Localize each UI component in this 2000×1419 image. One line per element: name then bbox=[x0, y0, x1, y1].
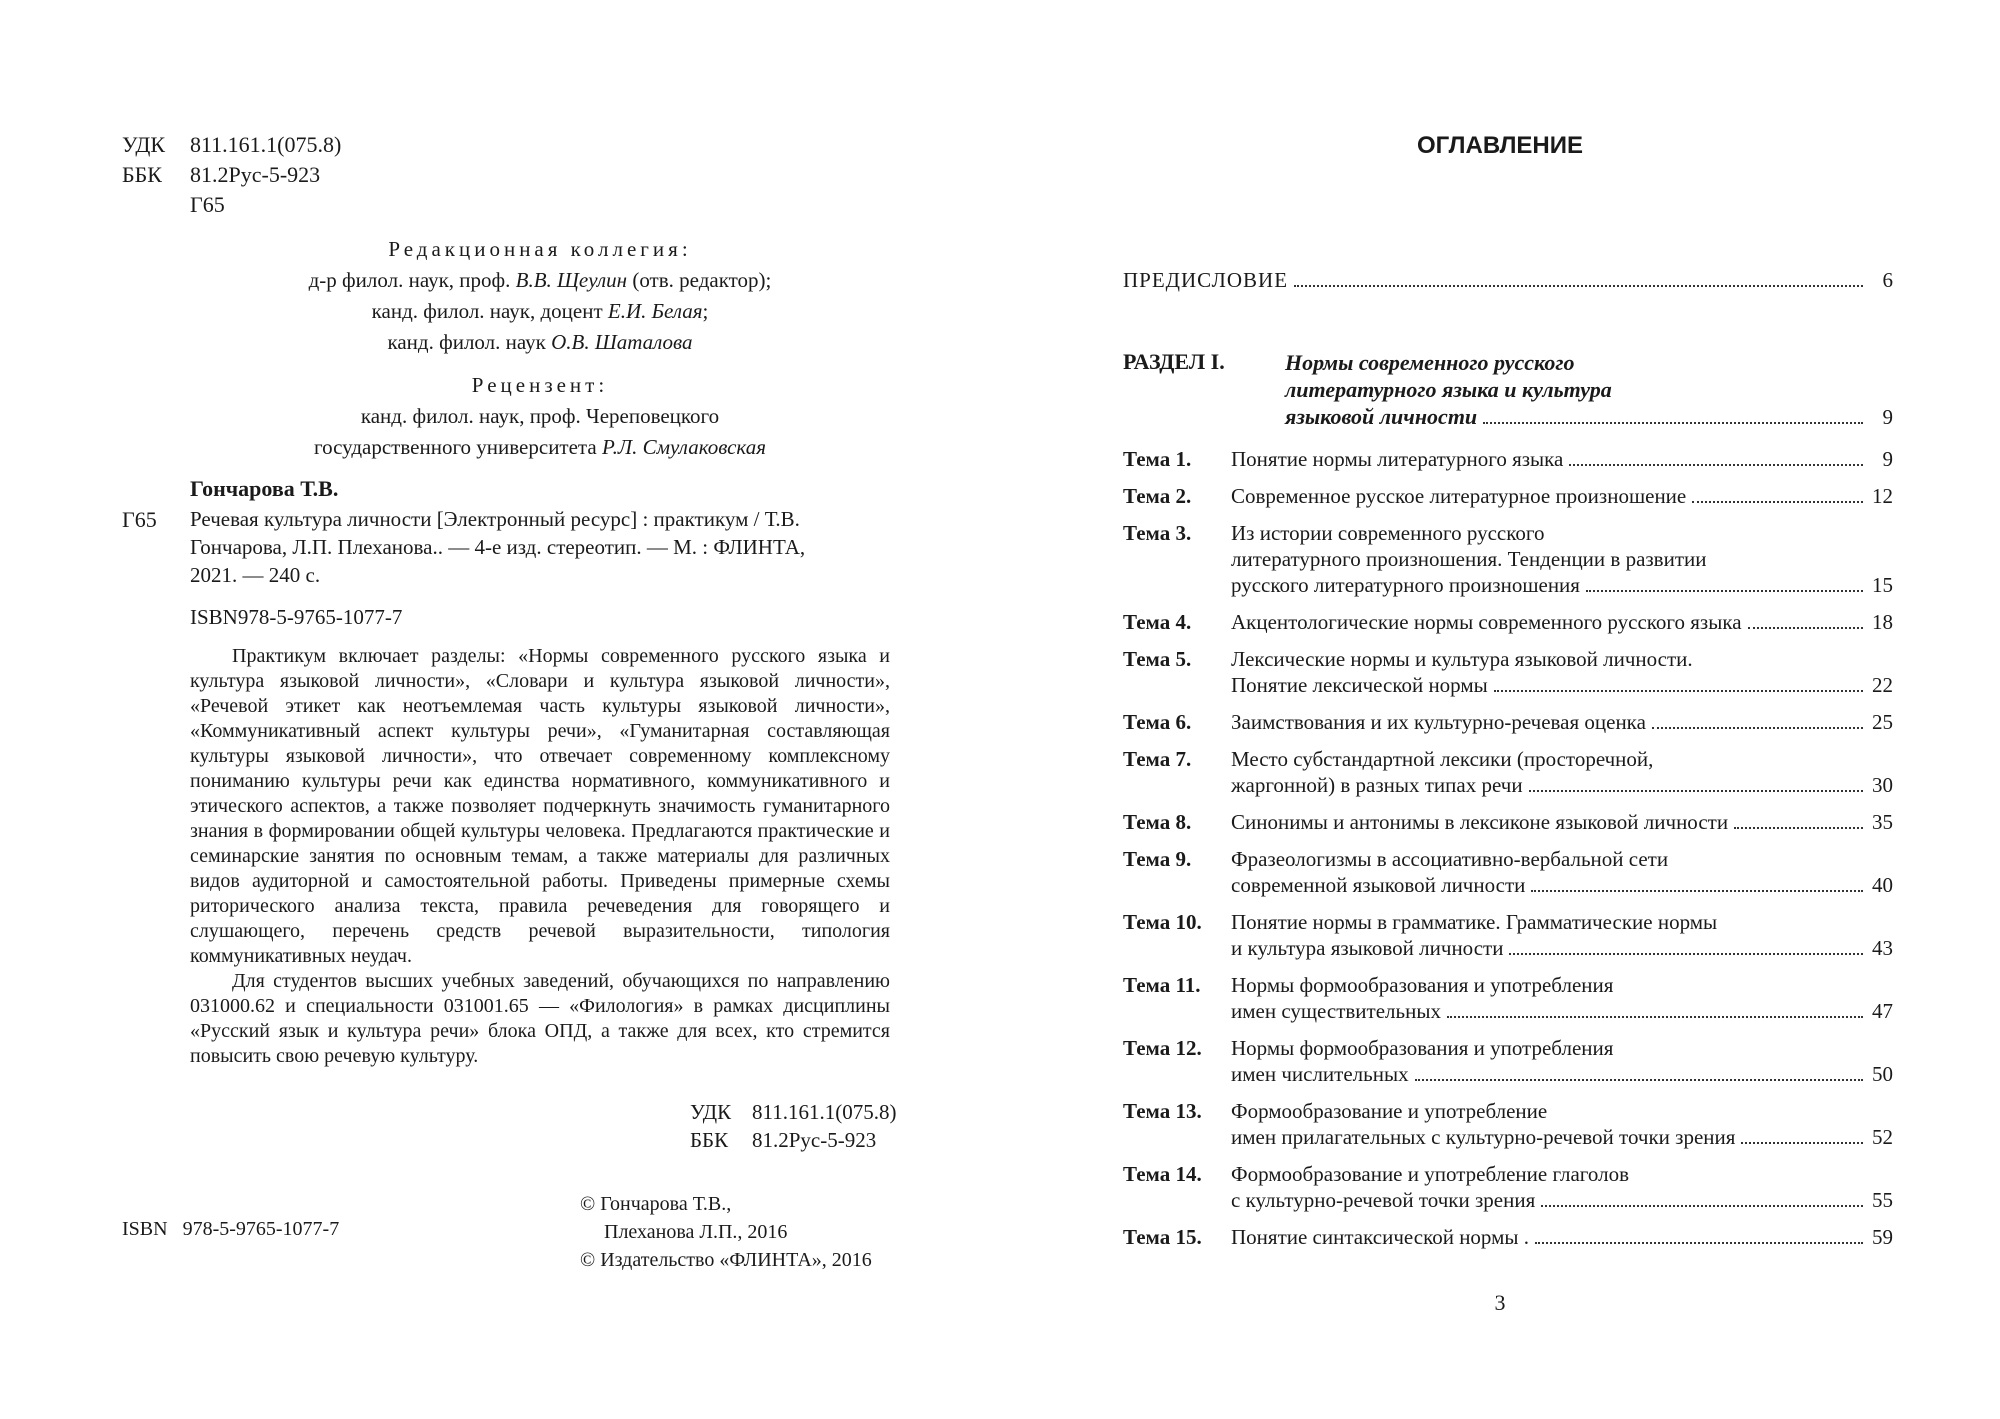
toc-entry-title: Понятие лексической нормы bbox=[1231, 673, 1488, 697]
bbk-value: 81.2Рус-5-923 bbox=[190, 162, 321, 187]
toc-entry-page: 22 bbox=[1872, 673, 1893, 697]
toc-section[interactable]: РАЗДЕЛ I. Нормы современного русского литературного языка и культура языковой личности 9 bbox=[1123, 349, 1893, 429]
toc-entry[interactable] bbox=[1123, 1035, 1893, 1087]
toc-entry[interactable] bbox=[1123, 709, 1893, 735]
toc-entry-line: Место субстандартной лексики (просторечной, bbox=[1231, 747, 1654, 771]
reviewer-heading: Рецензент: bbox=[471, 373, 609, 397]
toc-entry-number: Тема 12. bbox=[1123, 1036, 1202, 1060]
editor-line: канд. филол. наук, доцент Е.И. Белая; bbox=[371, 299, 709, 323]
bottom-codes: УДК 811.161.1(075.8) ББК 81.2Рус-5-923 bbox=[690, 1100, 897, 1152]
editor-line: канд. филол. наук О.В. Шаталова bbox=[387, 330, 693, 354]
toc-entry-title: с культурно-речевой точки зрения bbox=[1231, 1188, 1536, 1212]
toc-entry-page: 52 bbox=[1872, 1125, 1893, 1149]
toc-entry-title: жаргонной) в разных типах речи bbox=[1231, 773, 1523, 797]
dot-leader bbox=[1741, 1142, 1863, 1144]
toc-entry-line: Из истории современного русского bbox=[1231, 521, 1545, 545]
toc-entry-number: Тема 8. bbox=[1123, 810, 1192, 834]
toc-entry-number: Тема 15. bbox=[1123, 1225, 1202, 1249]
dot-leader bbox=[1652, 727, 1863, 729]
toc-entry-page: 59 bbox=[1872, 1225, 1893, 1249]
book-description: Речевая культура личности [Электронный ресурс] : практикум / Т.В. Гончарова, Л.П. Плеханова.. — 4-е изд. стереотип. — М. : ФЛИНТА, 2021. — 240 с. bbox=[190, 507, 806, 587]
toc-entry-title: Акцентологические нормы современного русского языка bbox=[1231, 610, 1742, 634]
toc-entry-number: Тема 10. bbox=[1123, 910, 1202, 934]
toc-entry-page: 30 bbox=[1872, 773, 1893, 797]
dot-leader bbox=[1509, 953, 1863, 955]
toc-entry-title: Понятие синтаксической нормы . bbox=[1231, 1225, 1530, 1249]
toc-entry-title: имен числительных bbox=[1231, 1062, 1409, 1086]
dot-leader bbox=[1535, 1242, 1863, 1244]
toc-entry-line: Лексические нормы и культура языковой личности. bbox=[1231, 647, 1693, 671]
toc-entry-line: Нормы формообразования и употребления bbox=[1231, 973, 1614, 997]
toc-entry-number: Тема 14. bbox=[1123, 1162, 1202, 1186]
toc-entry[interactable] bbox=[1123, 609, 1893, 635]
toc-entry-number: Тема 13. bbox=[1123, 1099, 1202, 1123]
toc-entry-title: Понятие нормы литературного языка bbox=[1231, 447, 1564, 471]
toc-entry-page: 15 bbox=[1872, 573, 1893, 597]
dot-leader bbox=[1447, 1016, 1863, 1018]
toc-entry[interactable] bbox=[1123, 746, 1893, 798]
dot-leader bbox=[1586, 590, 1863, 592]
abstract-paragraph: Практикум включает разделы: «Нормы современного русского языка и культура языковой личности», «Словари и культура языковой личности», «Речевой этикет как неотъемлемая часть культуры языковой личности», «Коммуникативный аспект культуры речи», «Гуманитарная составляющая культуры языковой личности», что отвечает современному комплексному пониманию культуры речи как единства нормативного, коммуникативного и этического аспектов, а также позволяет подчеркнуть значимость гуманитарного знания в формировании общей культуры человека. Предлагаются практические и семинарские занятия по основным темам, а также материалы для различных видов аудиторной и самостоятельной работы. Приведены примерные схемы риторического анализа текста, правила речеведения для говорящего и слушающего, перечень средств речевой выразительности, типология коммуникативных неудач. bbox=[190, 645, 890, 967]
toc-entry[interactable] bbox=[1123, 1098, 1893, 1150]
bbk-label: ББК bbox=[122, 162, 162, 187]
toc-entry-number: Тема 4. bbox=[1123, 610, 1192, 634]
classification-codes bbox=[122, 130, 341, 220]
book-author: Гончарова Т.В. bbox=[190, 476, 339, 501]
toc-entry-page: 18 bbox=[1872, 610, 1893, 634]
toc-title: ОГЛАВЛЕНИЕ bbox=[1416, 132, 1584, 159]
editor-line: д-р филол. наук, проф. В.В. Щеулин (отв. редактор); bbox=[308, 268, 772, 292]
toc-entry-page: 9 bbox=[1882, 447, 1893, 471]
toc-entry-title: Синонимы и антонимы в лексиконе языковой личности bbox=[1231, 810, 1729, 834]
toc-entry-title: имен прилагательных с культурно-речевой точки зрения bbox=[1231, 1125, 1736, 1149]
toc-entry-line: Нормы формообразования и употребления bbox=[1231, 1036, 1614, 1060]
toc-entry-title: Современное русское литературное произношение bbox=[1231, 484, 1687, 508]
isbn-bottom: ISBN 978-5-9765-1077-7 bbox=[122, 1218, 340, 1240]
toc-entry[interactable] bbox=[1123, 972, 1893, 1024]
toc-entry-title: русского литературного произношения bbox=[1231, 573, 1580, 597]
toc-entry-title: и культура языковой личности bbox=[1231, 936, 1504, 960]
dot-leader bbox=[1529, 790, 1863, 792]
toc-entry-line: литературного произношения. Тенденции в развитии bbox=[1231, 547, 1707, 571]
dot-leader bbox=[1531, 890, 1863, 892]
toc-entry-line: Формообразование и употребление глаголов bbox=[1231, 1162, 1630, 1186]
toc-entries bbox=[1123, 446, 1893, 1250]
book-code: Г65 bbox=[122, 507, 157, 532]
abstract-paragraph: Для студентов высших учебных заведений, обучающихся по направлению 031000.62 и специальности 031001.65 — «Филология» в рамках дисциплины «Русский язык и культура речи» блока ОПД, а также для всех, кто стремится повысить свою речевую культуру. bbox=[190, 970, 890, 1067]
toc-entry-number: Тема 3. bbox=[1123, 521, 1192, 545]
dot-leader bbox=[1692, 501, 1863, 503]
toc-entry[interactable] bbox=[1123, 1224, 1893, 1250]
toc-entry-page: 50 bbox=[1872, 1062, 1893, 1086]
author-code: Г65 bbox=[190, 192, 225, 217]
right-page bbox=[1000, 0, 2000, 1419]
dot-leader bbox=[1569, 464, 1863, 466]
toc-entry-number: Тема 2. bbox=[1123, 484, 1192, 508]
toc-entry[interactable] bbox=[1123, 846, 1893, 898]
abstract bbox=[190, 644, 890, 1069]
table-of-contents bbox=[1123, 268, 1893, 1261]
toc-entry-page: 35 bbox=[1872, 810, 1893, 834]
toc-entry-number: Тема 11. bbox=[1123, 973, 1201, 997]
toc-entry[interactable] bbox=[1123, 483, 1893, 509]
toc-entry-title: имен существительных bbox=[1231, 999, 1441, 1023]
dot-leader bbox=[1494, 690, 1863, 692]
toc-entry-line: Фразеологизмы в ассоциативно-вербальной сети bbox=[1231, 847, 1669, 871]
toc-entry[interactable] bbox=[1123, 1161, 1893, 1213]
reviewer-name: Р.Л. Смулаковская bbox=[601, 435, 766, 459]
toc-entry-title: современной языковой личности bbox=[1231, 873, 1526, 897]
toc-entry-number: Тема 9. bbox=[1123, 847, 1192, 871]
dot-leader bbox=[1415, 1079, 1863, 1081]
toc-entry-page: 12 bbox=[1872, 484, 1893, 508]
udk-label: УДК bbox=[122, 132, 166, 157]
toc-entry[interactable] bbox=[1123, 646, 1893, 698]
toc-entry-page: 25 bbox=[1872, 710, 1893, 734]
isbn-line: ISBN978-5-9765-1077-7 bbox=[190, 605, 403, 629]
toc-entry-page: 40 bbox=[1872, 873, 1893, 897]
dot-leader bbox=[1541, 1205, 1863, 1207]
dot-leader bbox=[1748, 627, 1863, 629]
dot-leader bbox=[1734, 827, 1863, 829]
toc-entry-page: 55 bbox=[1872, 1188, 1893, 1212]
toc-entry-number: Тема 5. bbox=[1123, 647, 1192, 671]
toc-entry[interactable] bbox=[1123, 520, 1893, 598]
editorial-board bbox=[180, 234, 900, 463]
toc-entry-number: Тема 7. bbox=[1123, 747, 1192, 771]
toc-preface[interactable]: ПРЕДИСЛОВИЕ 6 bbox=[1123, 268, 1893, 292]
toc-entry-line: Понятие нормы в грамматике. Грамматические нормы bbox=[1231, 910, 1718, 934]
toc-entry-number: Тема 1. bbox=[1123, 447, 1192, 471]
reviewer-line: государственного университета Р.Л. Смулаковская bbox=[314, 435, 766, 459]
toc-entry-number: Тема 6. bbox=[1123, 710, 1192, 734]
toc-entry-page: 43 bbox=[1872, 936, 1893, 960]
toc-entry-line: Формообразование и употребление bbox=[1231, 1099, 1548, 1123]
toc-entry[interactable] bbox=[1123, 446, 1893, 472]
editorial-heading: Редакционная коллегия: bbox=[388, 237, 692, 261]
toc-entry[interactable] bbox=[1123, 909, 1893, 961]
copyright: © Гончарова Т.В., Плеханова Л.П., 2016 © Издательство «ФЛИНТА», 2016 bbox=[580, 1193, 872, 1271]
udk-value: 811.161.1(075.8) bbox=[190, 132, 342, 157]
page-number: 3 bbox=[1494, 1290, 1506, 1315]
toc-entry[interactable] bbox=[1123, 809, 1893, 835]
reviewer-line: канд. филол. наук, проф. Череповецкого bbox=[360, 404, 720, 428]
toc-entry-title: Заимствования и их культурно-речевая оценка bbox=[1231, 710, 1646, 734]
toc-entry-page: 47 bbox=[1872, 999, 1893, 1023]
